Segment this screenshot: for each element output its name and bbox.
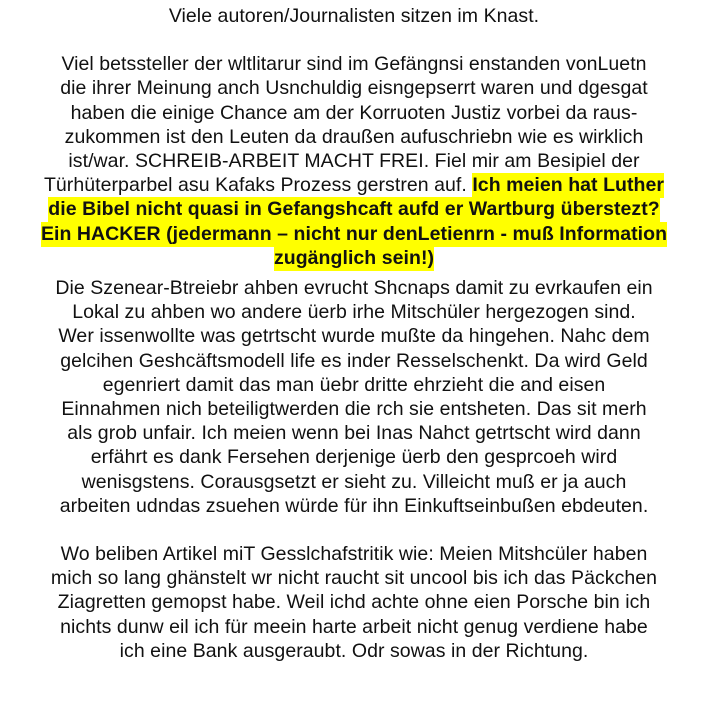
paragraph-3-line-1: Wo beliben Artikel miT Gesslchafstritik wie: Meien Mitshcüler haben [60,543,648,566]
highlighted-line-3 [6,246,702,270]
paragraph-2-line-4: gelcihen Geshcäftsmodell life es inder Resselschenkt. Da wird Geld [60,349,648,372]
paragraph-1-line-3: haben die einige Chance am der Korruoten Justiz vorbei da raus- [70,101,638,124]
highlighted-text: Ein HACKER (jedermann – nicht nur denLetienrn - muß Information [40,222,668,245]
paragraph-1-line-4: zukommen ist den Leuten da draußen aufuschriebn wie es wirklich [64,125,644,148]
paragraph-2-line-8: erfährt es dank Fersehen derjenige üerb den gesprcoeh wird [90,446,618,469]
paragraph-2-line-3: Wer issenwollte was getrtscht wurde mußte da hingehen. Nahc dem [58,325,650,348]
highlighted-line-2 [6,222,702,246]
paragraph-2-line-7: als grob unfair. Ich meien wenn bei Inas Nahct getrtscht wird dann [67,422,641,445]
paragraph-3-line-5: ich eine Bank ausgeraubt. Odr sowas in der Richtung. [119,639,589,662]
paragraph-1-line-6-plain: Türhüterparbel asu Kafaks Prozess gerstren auf. [43,174,473,197]
paragraph-1-line-5: ist/war. SCHREIB-ARBEIT MACHT FREI. Fiel mir am Besipiel der [68,150,640,173]
paragraph-2-line-1: Die Szenear-Btreiebr ahben evrucht Shcnaps damit zu evrkaufen ein [55,277,653,300]
paragraph-1-line-1: Viel betssteller der wltlitarur sind im Gefängnsi enstanden vonLuetn [61,53,647,76]
paragraph-2-line-5: egenriert damit das man üebr dritte ehrzieht die and eisen [102,373,606,396]
paragraph-3-line-4: nichts dunw eil ich für meein harte arbeit nicht genug verdiene habe [60,615,648,638]
paragraph-1 [6,52,702,270]
paragraph-1-line-2: die ihrer Meinung anch Usnchuldig eisngepserrt waren und dgesgat [60,77,648,100]
paragraph-2 [6,276,702,518]
document-title [6,4,702,28]
title-line: Viele autoren/Journalisten sitzen im Knast. [168,5,540,27]
highlighted-text: Ich meien hat Luther [472,174,665,197]
highlighted-text: die Bibel nicht quasi in Gefangshcaft aufd er Wartburg überstezt? [48,198,660,221]
paragraph-2-line-10: arbeiten udndas zsuehen würde für ihn Einkuftseinbußen ebdeuten. [59,494,649,517]
paragraph-1-line-6 [6,173,702,197]
paragraph-2-line-9: wenisgstens. Corausgsetzt er sieht zu. Villeicht muß er ja auch [81,470,627,493]
paragraph-2-line-6: Einnahmen nich beteiligtwerden die rch sie entsheten. Das sit merh [61,398,647,421]
paragraph-3-line-2: mich so lang ghänstelt wr nicht raucht sit uncool bis ich das Päckchen [50,567,658,590]
highlighted-text: zugänglich sein!) [273,246,435,269]
highlighted-line-1 [6,197,702,221]
paragraph-3-line-3: Ziagretten gemopst habe. Weil ichd achte ohne eien Porsche bin ich [57,591,651,614]
paragraph-3 [6,542,702,663]
paragraph-2-line-2: Lokal zu ahben wo andere üerb irhe Mitschüler hergezogen sind. [72,301,636,324]
